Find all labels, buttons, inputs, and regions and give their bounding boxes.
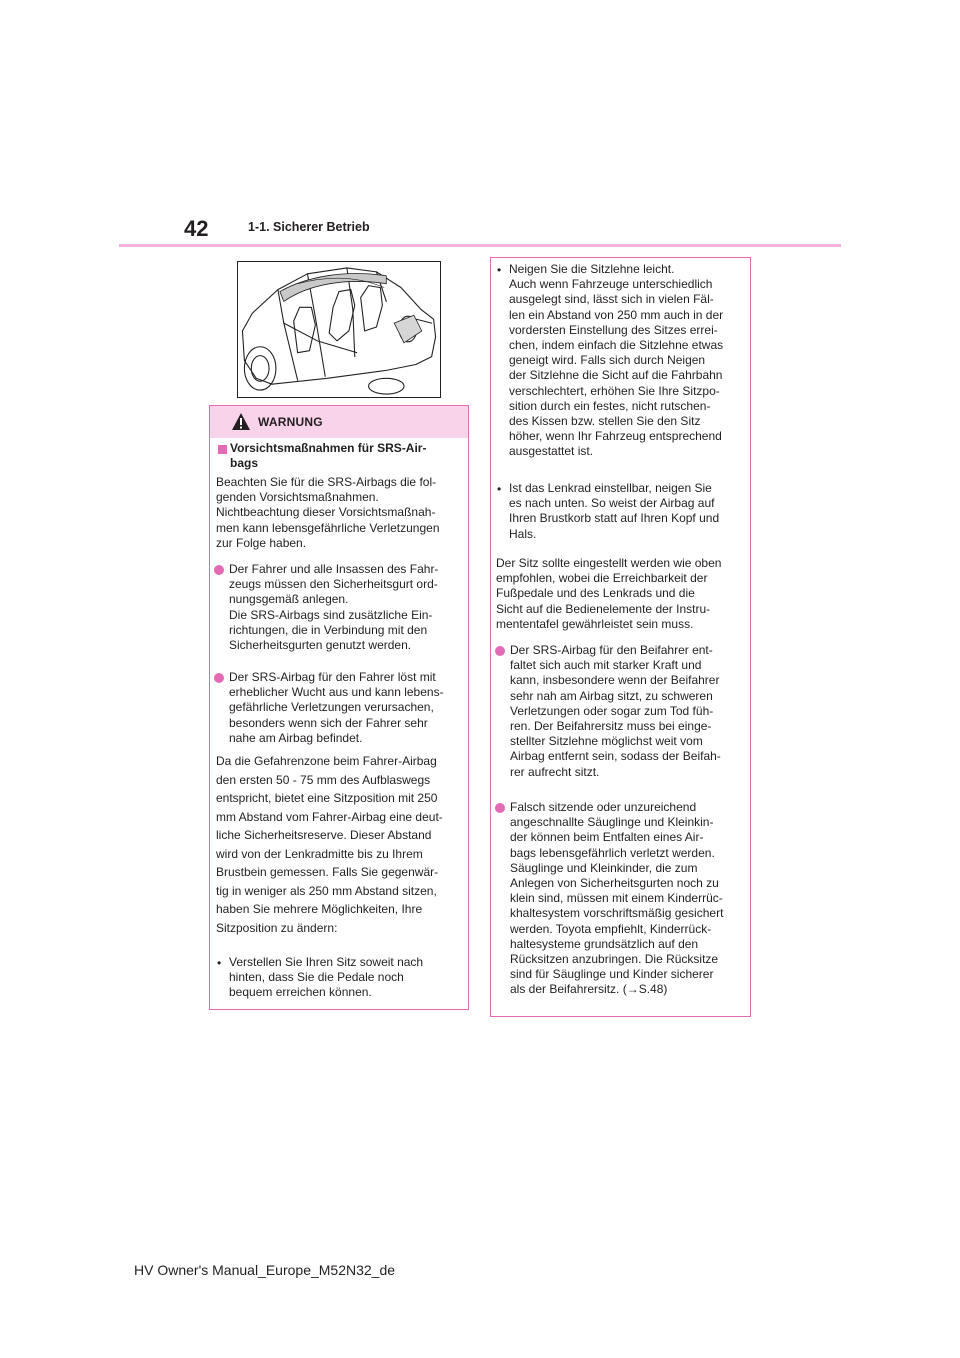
- bullet-dot-icon: [214, 673, 224, 683]
- warning-label: WARNUNG: [258, 415, 323, 429]
- warning-bullet-seatbelt: Der Fahrer und alle Insassen des Fahr- zeugs müssen den Sicherheitsgurt ord- nungsgemäß anlegen. Die SRS-Airbags sind zusätzliche Ein- richtungen, die in Verbindung mit den Sicherheitsgurten genutzt werden.: [229, 562, 439, 653]
- warning-bullet-driver-airbag: Der SRS-Airbag für den Fahrer löst mit erheblicher Wucht aus und kann lebens- gefährliche Verletzungen verursachen, besonders wenn sich der Fahrer sehr nahe am Airbag befindet.: [229, 670, 444, 745]
- section-title: 1-1. Sicherer Betrieb: [248, 220, 370, 234]
- section-square-icon: [218, 445, 227, 454]
- car-interior-airbag-illustration-icon: [238, 262, 440, 397]
- seat-adjustment-text: Der Sitz sollte eingestellt werden wie oben empfohlen, wobei die Erreichbarkeit der Fußpedale und des Lenkrads und die Sicht auf die Bedienelemente der Instru- mententafel gewährleistet sein muss.: [496, 556, 722, 631]
- sub-bullet-mark: •: [217, 956, 222, 970]
- page-number: 42: [184, 216, 209, 241]
- warning-triangle-icon: [231, 412, 251, 431]
- bullet-dot-icon: [214, 565, 224, 575]
- bullet-passenger-airbag: Der SRS-Airbag für den Beifahrer ent- faltet sich auch mit starker Kraft und kann, insbesondere wenn der Beifahrer sehr nah am Airbag sitzt, zu schweren Verletzungen oder sogar zum Tod füh- ren. Der Beifahrersitz muss bei einge- stellter Sitzlehne möglichst weit vom Airbag entfernt sein, sodass der Beifah- rer aufrecht sitzt.: [510, 643, 721, 779]
- bullet-children: Falsch sitzende oder unzureichend angeschnallte Säuglinge und Kleinkin- der können beim Entfalten eines Air- bags lebensgefährlich verletzt werden. Säuglinge und Kleinkinder, die zum Anlegen von Sicherheitsgurten noch zu klein sind, müssen mit einem Kinderrüc- khaltesystem vorschriftsmäßig gesichert werden. Toyota empfiehlt, Kinderrück- haltesysteme grundsätzlich auf den Rücksitzen anzubringen. Die Rücksitze sind für Säuglinge und Kinder sicherer als der Beifahrersitz. (→S.48): [510, 800, 724, 997]
- sub-bullet-seat-back: Verstellen Sie Ihren Sitz soweit nach hinten, dass Sie die Pedale noch bequem erreichen können.: [229, 955, 424, 1000]
- sub-bullet-mark: •: [497, 482, 502, 496]
- sub-bullet-steering-wheel: Ist das Lenkrad einstellbar, neigen Sie es nach unten. So weist der Airbag auf Ihren Brustkorb statt auf Ihren Kopf und Hals.: [509, 481, 720, 541]
- warning-intro: Beachten Sie für die SRS-Airbags die fol- genden Vorsichtsmaßnahmen. Nichtbeachtung dieser Vorsichtsmaßnah- men kann lebensgefährliche Verletzungen zur Folge haben.: [216, 475, 440, 550]
- bullet-dot-icon: [495, 803, 505, 813]
- warning-heading: Vorsichtsmaßnahmen für SRS-Air- bags: [230, 441, 427, 471]
- airbag-illustration: [237, 261, 441, 398]
- header-divider: [119, 244, 841, 247]
- footer-manual-id: HV Owner's Manual_Europe_M52N32_de: [134, 1262, 396, 1278]
- sub-bullet-mark: •: [497, 263, 502, 277]
- bullet-dot-icon: [495, 646, 505, 656]
- sub-bullet-tilt-backrest: Neigen Sie die Sitzlehne leicht. Auch wenn Fahrzeuge unterschiedlich ausgelegt sind, lässt sich in vielen Fäl- len ein Abstand von 250 mm auch in der vordersten Einstellung des Sitzes errei- chen, indem einfach die Sitzlehne etwas geneigt wird. Falls sich durch Neigen der Sitzlehne die Sicht auf die Fahrbahn verschlechtert, erhöhen Sie Ihre Sitzpo- sition durch ein festes, nicht rutschen- des Kissen bzw. stellen Sie den Sitz höher, wenn Ihr Fahrzeug entsprechend ausgestattet ist.: [509, 262, 724, 459]
- warning-header: [210, 406, 468, 438]
- distance-explanation: Da die Gefahrenzone beim Fahrer-Airbag den ersten 50 - 75 mm des Aufblaswegs entspricht, bietet eine Sitzposition mit 250 mm Abstand vom Fahrer-Airbag eine deut- liche Sicherheitsreserve. Dieser Abstand wird von der Lenkradmitte bis zu Ihrem Brustbein gemessen. Falls Sie gegenwär- tig in weniger als 250 mm Abstand sitzen, haben Sie mehrere Möglichkeiten, Ihre Sitzposition zu ändern:: [216, 754, 443, 935]
